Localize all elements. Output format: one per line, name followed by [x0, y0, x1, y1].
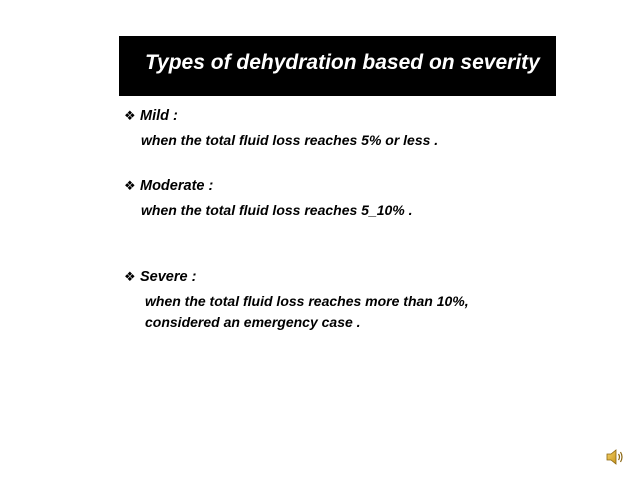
moderate-heading: Moderate : — [140, 178, 214, 194]
diamond-bullet-icon: ❖ — [124, 108, 136, 123]
diamond-bullet-icon: ❖ — [124, 269, 136, 284]
speaker-icon[interactable] — [605, 447, 625, 467]
mild-heading: Mild : — [140, 108, 178, 124]
severe-heading-row — [124, 268, 196, 286]
mild-heading-row — [124, 107, 178, 125]
diamond-bullet-icon: ❖ — [124, 178, 136, 193]
mild-description: when the total fluid loss reaches 5% or less . — [141, 132, 439, 148]
severe-description-line-1: when the total fluid loss reaches more than 10%, — [145, 293, 469, 309]
moderate-heading-row — [124, 177, 213, 195]
moderate-description: when the total fluid loss reaches 5_10% . — [141, 202, 413, 218]
severe-description-line-2: considered an emergency case . — [145, 314, 361, 330]
severe-heading: Severe : — [140, 269, 197, 285]
slide-title: Types of dehydration based on severity — [145, 51, 540, 74]
